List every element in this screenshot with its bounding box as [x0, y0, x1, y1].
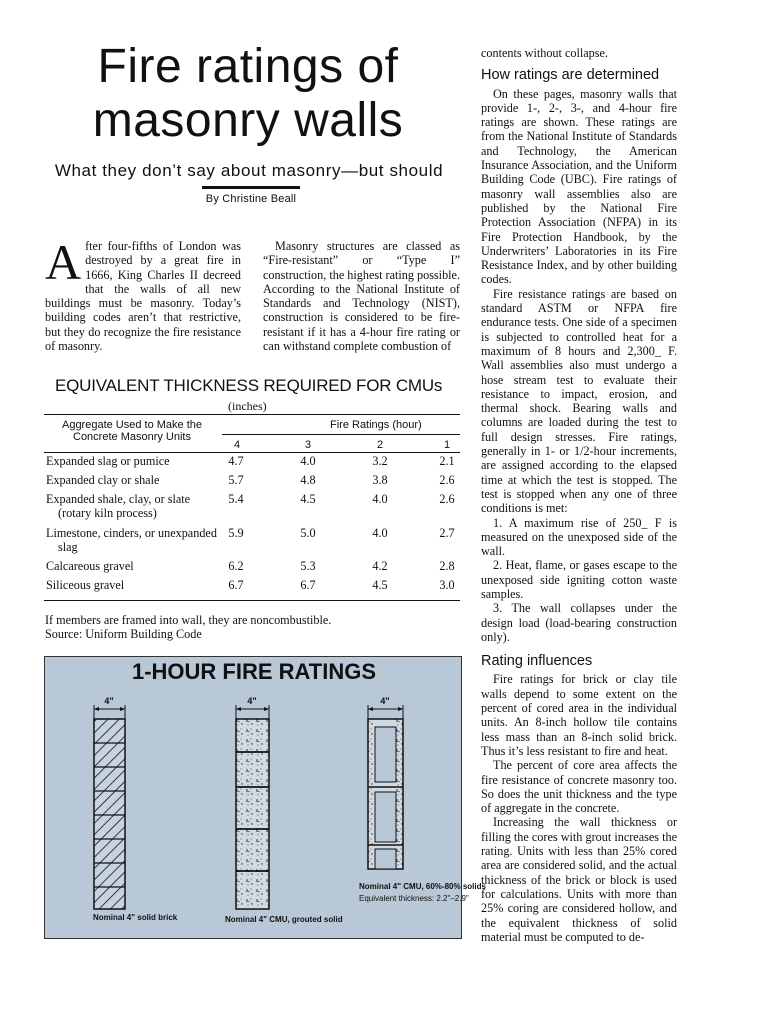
table-cell: 2.6 [439, 473, 455, 487]
table-cell: 5.9 [228, 526, 244, 540]
heading-how-ratings: How ratings are determined [481, 67, 660, 84]
row-label: Expanded shale, clay, or slate (rotary kiln process) [46, 492, 191, 521]
solid-brick-wall [94, 696, 125, 909]
fire-ratings-figure [44, 656, 486, 939]
table-cell: 3.2 [372, 454, 388, 468]
row-label: Expanded slag or pumice [46, 454, 170, 468]
table-row [46, 559, 221, 573]
wall2-caption-text: Nominal 4" CMU, grouted solid [225, 915, 343, 924]
table-header-ratings: Fire Ratings (hour) [330, 419, 422, 431]
row-label: Expanded clay or shale [46, 473, 160, 487]
table-row [46, 454, 221, 468]
table-cell: 5.7 [228, 473, 244, 487]
table-header-rule [44, 452, 460, 453]
table-cell: 5.4 [228, 492, 244, 506]
hollow-dimension-label: 4" [380, 696, 390, 706]
paragraph: The percent of core area affects the fire resistance of concrete masonry too. So does the unit thickness and the type of aggregate in the concrete. [481, 758, 677, 816]
hour-2-header: 2 [376, 439, 384, 451]
table-cell: 5.3 [300, 559, 316, 573]
table-row [46, 492, 218, 521]
wall1-caption [93, 913, 178, 922]
figure-title: 1-HOUR FIRE RATINGS [131, 659, 377, 684]
continued-text: contents without collapse. [481, 46, 608, 60]
table-ratings-rule [222, 434, 460, 435]
table-cell: 4.0 [372, 492, 388, 506]
cmu-dimension-label: 4" [247, 696, 257, 706]
article-subtitle: What they don’t say about masonry—but should [54, 161, 444, 180]
row-label: Limestone, cinders, or unexpanded slag [46, 526, 217, 555]
intro-paragraph-2: Masonry structures are classed as “Fire-resistant” or “Type I” construction, the highest rating possible. According to the National Institute of Standards and Technology (NIST), construction is considered to be fire-resistant if it has a 4-hour fire rating or can withstand complete combustion of [263, 239, 460, 354]
brick-dimension-label: 4" [104, 696, 114, 706]
row-label: Calcareous gravel [46, 559, 134, 573]
title-line-2: masonry walls [92, 94, 404, 147]
wall3-caption-bold: Nominal 4" CMU, 60%-80% solids [359, 882, 486, 891]
title-line-1: Fire ratings of [97, 40, 399, 93]
table-cell: 2.1 [439, 454, 455, 468]
paragraph: 1. A maximum rise of 250_ F is measured on the unexposed side of the wall. [481, 515, 677, 559]
table-note [45, 613, 331, 641]
paragraph: Increasing the wall thickness or filling the cores with grout increases the rating. Units with less than 25% cored area are considered solid, and the actual thickness of the brick or block is used for calculations. Units with more than 25% coring are considered hollow, and the equivalent thickness of solid material must be computed to de- [481, 815, 677, 944]
wall1-caption-text: Nominal 4" solid brick [93, 913, 178, 922]
table-cell: 3.8 [372, 473, 388, 487]
wall3-caption-sub: Equivalent thickness: 2.2"–2.9" [359, 894, 469, 903]
table-cell: 6.7 [228, 578, 244, 592]
heading-rating-influences: Rating influences [481, 653, 593, 670]
table-cell: 3.0 [439, 578, 455, 592]
table-cell: 4.7 [228, 454, 244, 468]
byline: By Christine Beall [205, 193, 297, 205]
table-header-aggregate: Aggregate Used to Make the Concrete Masonry Units [61, 419, 203, 443]
table-title: EQUIVALENT THICKNESS REQUIRED FOR CMUs [55, 376, 443, 395]
paragraph: Fire resistance ratings are based on standard ASTM or NFPA fire endurance tests. One side of a specimen is subjected to controlled heat for a maximum of 8 hours and 2,300_ F. Wall assemblies also must undergo a hose stream test to evaluate their resistance to impact, erosion, and thermal shock. Bearing walls and columns are loaded during the test to full design stresses. Fire ratings, generally in 1- or 1/2-hour increments, are assigned according to the elapsed time at which the test is stopped. The test is stopped when any one of three conditions is met: [481, 286, 677, 516]
intro-paragraph-1: After four-fifths of London was destroyed by a great fire in 1666, King Charles II decreed that the walls of all new buildings must be masonry. Today’s building codes aren’t that restrictive, but they do recognize the fire resistance of masonry. [45, 234, 241, 354]
table-cell: 4.8 [300, 473, 316, 487]
paragraph: 3. The wall collapses under the design load (load-bearing construction only). [481, 601, 677, 644]
paragraph: On these pages, masonry walls that provide 1-, 2-, 3-, and 4-hour fire ratings are shown. These ratings are from the National Institute of Standards and Technology, the American Insurance Association, and the Uniform Building Code (UBC). Fire ratings of masonry wall assemblies also are published by the National Fire Protection Association (NFPA) in its Fire Protection Handbook, by the Underwriters’ Laboratories in its Fire Resistance Index, and by other building codes. [481, 86, 677, 287]
table-source: Source: Uniform Building Code [45, 627, 202, 641]
table-cell: 6.7 [300, 578, 316, 592]
paragraph: Fire ratings for brick or clay tile walls depend to some extent on the percent of cored area in the individual units. An 8-inch hollow tile contains less mass than an 8-inch solid brick. Thus it’s less resistant to fire and heat. [481, 672, 677, 758]
grouted-cmu-wall [236, 696, 269, 909]
wall3-caption [359, 882, 488, 903]
article-title [48, 40, 448, 148]
table-unit: (inches) [228, 399, 267, 413]
table-cell: 2.6 [439, 492, 455, 506]
table-top-rule [44, 414, 460, 415]
table-cell: 4.0 [300, 454, 316, 468]
table-cell: 4.2 [372, 559, 388, 573]
table-cell: 4.5 [300, 492, 316, 506]
table-row [46, 473, 221, 487]
table-bottom-rule [44, 600, 460, 601]
byline-rule [202, 186, 300, 189]
table-note-text: If members are framed into wall, they are noncombustible. [45, 613, 332, 627]
table-row [46, 526, 218, 555]
right-column [481, 46, 677, 944]
hour-4-header: 4 [233, 439, 241, 451]
table-cell: 6.2 [228, 559, 244, 573]
hour-3-header: 3 [304, 439, 312, 451]
wall2-caption [225, 915, 343, 924]
table-cell: 2.7 [439, 526, 455, 540]
table-cell: 4.0 [372, 526, 388, 540]
table-cell: 4.5 [372, 578, 388, 592]
row-label: Siliceous gravel [46, 578, 125, 592]
hollow-cmu-wall [368, 696, 403, 869]
table-cell: 5.0 [300, 526, 316, 540]
table-cell: 2.8 [439, 559, 455, 573]
table-row [46, 578, 221, 592]
hour-1-header: 1 [443, 439, 451, 451]
figure-drawing [45, 657, 486, 940]
paragraph: 2. Heat, flame, or gases escape to the unexposed side igniting cotton waste samples. [481, 558, 677, 601]
drop-cap: A [45, 234, 82, 290]
